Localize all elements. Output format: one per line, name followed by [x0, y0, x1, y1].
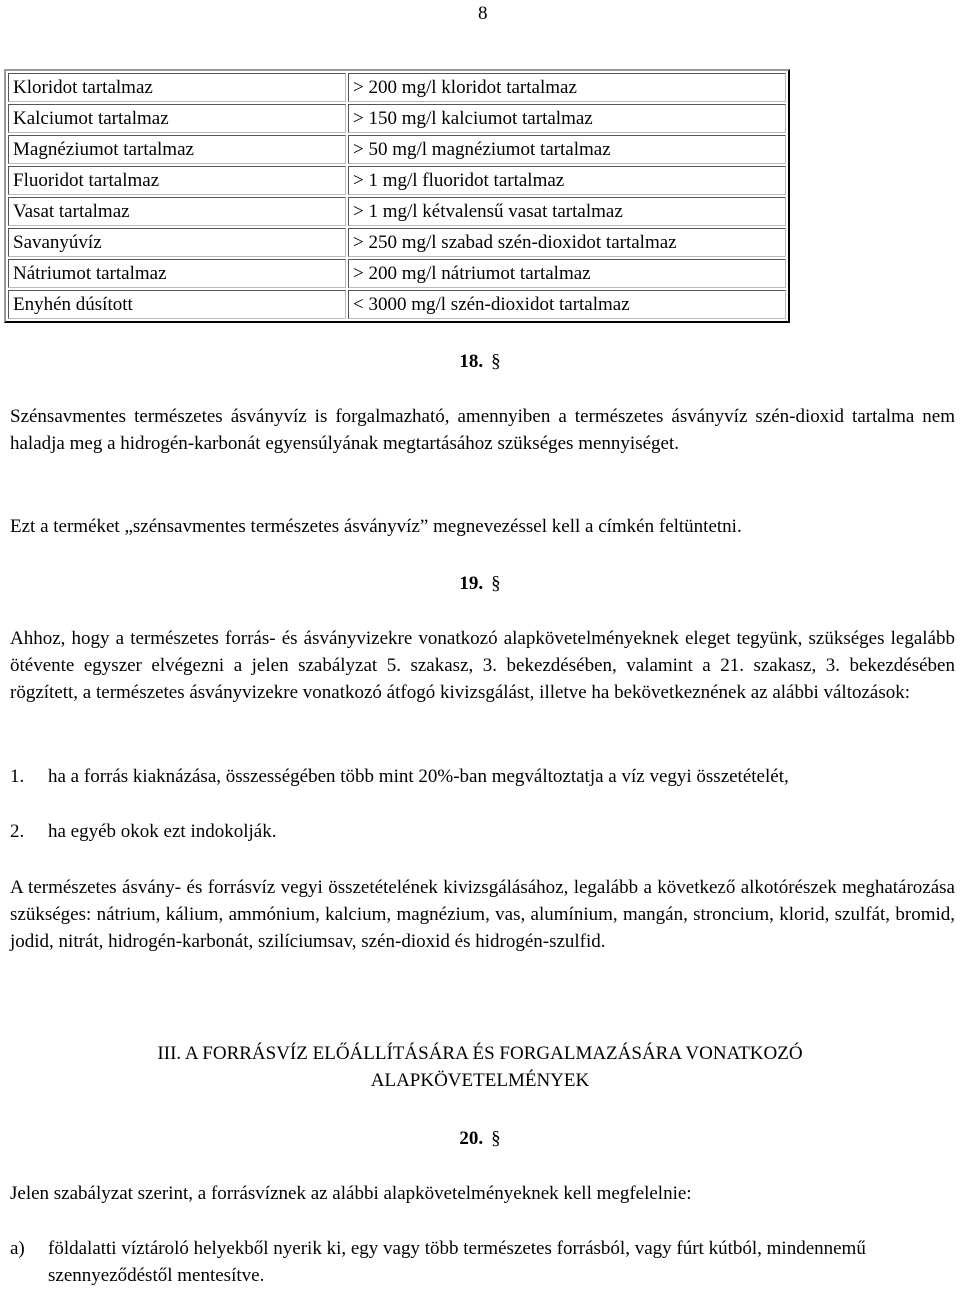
table-row [8, 259, 786, 288]
table-cell-criterion: > 50 mg/l magnéziumot tartalmaz [348, 135, 786, 164]
table-cell-label: Vasat tartalmaz [8, 197, 346, 226]
table-row [8, 290, 786, 319]
table-cell-label: Magnéziumot tartalmaz [8, 135, 346, 164]
table-cell-label: Kloridot tartalmaz [8, 73, 346, 102]
section-number: 18. [459, 351, 484, 372]
paragraph-sign: § [491, 573, 501, 594]
section-19-heading [0, 570, 960, 597]
paragraph-sign: § [491, 1128, 501, 1149]
section-18-heading [0, 348, 960, 375]
table-cell-criterion: > 1 mg/l kétvalensű vasat tartalmaz [348, 197, 786, 226]
list-item-number: 1. [10, 766, 25, 787]
section-number: 20. [459, 1128, 484, 1149]
table-row [8, 104, 786, 133]
table-cell-criterion: > 150 mg/l kalciumot tartalmaz [348, 104, 786, 133]
chapter-title-line-2: ALAPKÖVETELMÉNYEK [370, 1070, 590, 1091]
section-number: 19. [459, 573, 484, 594]
list-item [10, 763, 955, 817]
table-cell-criterion: > 1 mg/l fluoridot tartalmaz [348, 166, 786, 195]
list-item-text: földalatti víztároló helyekből nyerik ki, egy vagy több természetes forrásból, vagy fúrt kútból, mindennemű szennyeződéstől mentesítve. [48, 1238, 866, 1286]
section-20-paragraph-1: Jelen szabályzat szerint, a forrásvíznek az alábbi alapkövetelményeknek kell megfelelnie: [10, 1183, 692, 1204]
table-cell-label: Kalciumot tartalmaz [8, 104, 346, 133]
section-19-paragraph-2: A természetes ásvány- és forrásvíz vegyi összetételének kivizsgálásához, legalább a következő alkotórészek meghatározása szükséges: nátrium, kálium, ammónium, kalcium, magnézium, vas, alumínium, mangán, stroncium, klorid, szulfát, bromid, jodid, nitrát, hidrogén-karbonát, szilíciumsav, szén-dioxid és hidrogén-szulfid. [10, 877, 955, 952]
list-item-text: ha egyéb okok ezt indokolják. [48, 821, 277, 842]
chapter-title-line-1: III. A FORRÁSVÍZ ELŐÁLLÍTÁSÁRA ÉS FORGALMAZÁSÁRA VONATKOZÓ [157, 1043, 803, 1064]
mineral-water-criteria-table [4, 69, 790, 323]
table-row [8, 228, 786, 257]
table-cell-label: Savanyúvíz [8, 228, 346, 257]
table-row [8, 73, 786, 102]
section-18-paragraph-1: Szénsavmentes természetes ásványvíz is forgalmazható, amennyiben a természetes ásványvíz szén-dioxid tartalma nem haladja meg a hidrogén-karbonát egyensúlyának megtartásához szükséges mennyiséget. [10, 406, 955, 454]
table-cell-criterion: > 250 mg/l szabad szén-dioxidot tartalmaz [348, 228, 786, 257]
list-item-letter: a) [10, 1238, 25, 1259]
table-cell-label: Enyhén dúsított [8, 290, 346, 319]
paragraph-sign: § [491, 351, 501, 372]
table-cell-criterion: < 3000 mg/l szén-dioxidot tartalmaz [348, 290, 786, 319]
list-item [10, 1235, 955, 1289]
table-cell-criterion: > 200 mg/l kloridot tartalmaz [348, 73, 786, 102]
page-number: 8 [478, 3, 488, 24]
list-item-number: 2. [10, 821, 25, 842]
list-item-text: ha a forrás kiaknázása, összességében több mint 20%-ban megváltoztatja a víz vegyi összetételét, [48, 766, 789, 787]
table-row [8, 135, 786, 164]
table-row [8, 166, 786, 195]
table-row [8, 197, 786, 226]
section-18-paragraph-2: Ezt a terméket „szénsavmentes természetes ásványvíz” megnevezéssel kell a címkén feltüntetni. [10, 516, 742, 537]
table-cell-label: Fluoridot tartalmaz [8, 166, 346, 195]
table-cell-label: Nátriumot tartalmaz [8, 259, 346, 288]
section-19-paragraph-1: Ahhoz, hogy a természetes forrás- és ásványvizekre vonatkozó alapkövetelményeknek eleget tegyünk, szükséges legalább ötévente egyszer elvégezni a jelen szabályzat 5. szakasz, 3. bekezdésében, valamint a 21. szakasz, 3. bekezdésében rögzített, a természetes ásványvizekre vonatkozó átfogó kivizsgálást, illetve ha bekövetkeznének az alábbi változások: [10, 628, 955, 703]
section-20-heading [0, 1125, 960, 1152]
table-cell-criterion: > 200 mg/l nátriumot tartalmaz [348, 259, 786, 288]
list-item [10, 818, 955, 845]
